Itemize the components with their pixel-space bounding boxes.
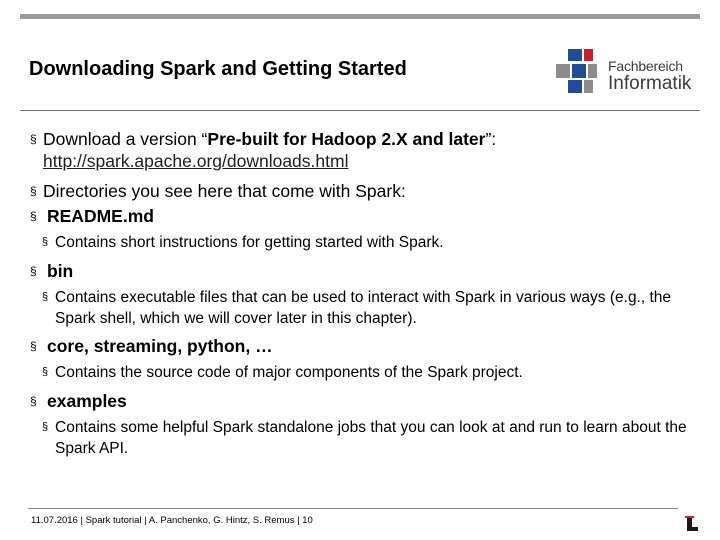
download-version: Pre-built for Hadoop 2.X and later — [207, 129, 486, 149]
square-bullet-icon: § — [30, 339, 37, 353]
slide-title: Downloading Spark and Getting Started — [29, 58, 407, 80]
square-bullet-icon: § — [42, 291, 49, 303]
square-bullet-icon: § — [30, 184, 37, 198]
item-readme — [30, 205, 710, 227]
item-desc: Contains the source code of major components of the Spark project. — [55, 364, 523, 381]
item-name: README.md — [47, 206, 154, 226]
item-examples — [30, 390, 710, 412]
footer-divider — [28, 508, 678, 509]
bullet-download — [30, 128, 710, 172]
item-desc: Contains short instructions for getting started with Spark. — [55, 234, 444, 251]
item-core-desc — [30, 362, 710, 383]
item-core — [30, 335, 710, 357]
item-name: core, streaming, python, … — [47, 336, 273, 356]
square-bullet-icon: § — [30, 209, 37, 223]
square-bullet-icon: § — [42, 421, 49, 433]
header-divider — [20, 110, 700, 111]
square-bullet-icon: § — [30, 394, 37, 408]
logo-text-informatik: Informatik — [608, 73, 692, 94]
item-desc: Contains some helpful Spark standalone jobs that you can look at and run to learn about the Spark API. — [55, 419, 687, 457]
item-bin — [30, 260, 710, 282]
item-readme-desc — [30, 232, 710, 253]
footer-text: 11.07.2016 | Spark tutorial | A. Panchenko, G. Hintz, S. Remus | 10 — [31, 515, 313, 526]
item-desc: Contains executable files that can be used to interact with Spark in various ways (e.g., the Spark shell, which we will cover later in this chapter). — [55, 289, 672, 327]
tu-logo-icon — [683, 515, 701, 534]
square-bullet-icon: § — [30, 264, 37, 278]
logo-squares-icon — [555, 47, 605, 95]
item-examples-desc — [30, 417, 695, 459]
download-suffix: ”: — [485, 129, 497, 149]
directories-text: Directories you see here that come with Spark: — [43, 181, 406, 201]
logo-text-fachbereich: Fachbereich — [608, 58, 683, 74]
square-bullet-icon: § — [42, 236, 49, 248]
square-bullet-icon: § — [42, 366, 49, 378]
square-bullet-icon: § — [30, 132, 37, 146]
slide-content — [30, 128, 710, 457]
download-prefix: Download a version “ — [43, 129, 208, 149]
item-name: bin — [47, 261, 74, 281]
bullet-directories — [30, 180, 710, 202]
downloads-link[interactable]: http://spark.apache.org/downloads.html — [43, 151, 349, 171]
item-name: examples — [47, 391, 127, 411]
item-bin-desc — [30, 287, 705, 329]
top-rule — [20, 14, 700, 19]
